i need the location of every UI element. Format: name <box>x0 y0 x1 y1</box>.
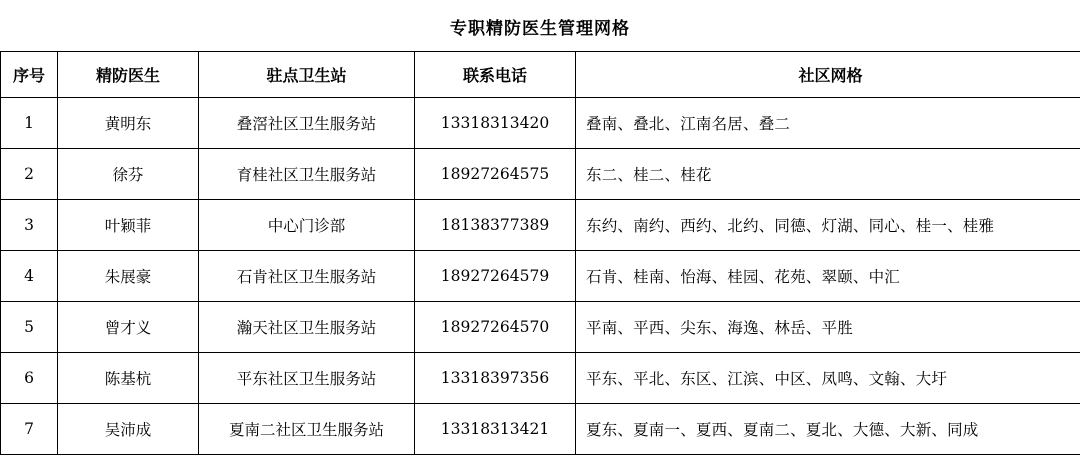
cell-grid: 石肯、桂南、怡海、桂园、花苑、翠颐、中汇 <box>576 251 1080 302</box>
table-row <box>1 302 1080 353</box>
cell-grid: 夏东、夏南一、夏西、夏南二、夏北、大德、大新、同成 <box>576 404 1080 455</box>
cell-index: 1 <box>1 98 58 149</box>
cell-phone: 18927264579 <box>415 251 576 302</box>
doctor-grid-table <box>0 51 1080 455</box>
cell-station: 中心门诊部 <box>199 200 415 251</box>
column-header-doctor: 精防医生 <box>58 52 199 98</box>
cell-grid: 平东、平北、东区、江滨、中区、凤鸣、文翰、大圩 <box>576 353 1080 404</box>
column-header-index: 序号 <box>1 52 58 98</box>
cell-doctor: 叶颖菲 <box>58 200 199 251</box>
table-row <box>1 200 1080 251</box>
cell-doctor: 陈基杭 <box>58 353 199 404</box>
cell-index: 2 <box>1 149 58 200</box>
cell-index: 3 <box>1 200 58 251</box>
table-row <box>1 98 1080 149</box>
cell-doctor: 朱展豪 <box>58 251 199 302</box>
cell-station: 平东社区卫生服务站 <box>199 353 415 404</box>
cell-index: 4 <box>1 251 58 302</box>
cell-station: 夏南二社区卫生服务站 <box>199 404 415 455</box>
cell-doctor: 吴沛成 <box>58 404 199 455</box>
cell-station: 瀚天社区卫生服务站 <box>199 302 415 353</box>
column-header-station: 驻点卫生站 <box>199 52 415 98</box>
cell-doctor: 黄明东 <box>58 98 199 149</box>
column-header-grid: 社区网格 <box>576 52 1080 98</box>
page-title: 专职精防医生管理网格 <box>0 0 1080 51</box>
cell-phone: 18927264570 <box>415 302 576 353</box>
cell-grid: 东约、南约、西约、北约、同德、灯湖、同心、桂一、桂雅 <box>576 200 1080 251</box>
cell-grid: 平南、平西、尖东、海逸、林岳、平胜 <box>576 302 1080 353</box>
cell-grid: 东二、桂二、桂花 <box>576 149 1080 200</box>
column-header-phone: 联系电话 <box>415 52 576 98</box>
table-header <box>1 52 1080 98</box>
cell-phone: 13318313421 <box>415 404 576 455</box>
table-row <box>1 353 1080 404</box>
cell-doctor: 曾才义 <box>58 302 199 353</box>
cell-phone: 18927264575 <box>415 149 576 200</box>
cell-doctor: 徐芬 <box>58 149 199 200</box>
cell-phone: 13318313420 <box>415 98 576 149</box>
cell-station: 育桂社区卫生服务站 <box>199 149 415 200</box>
cell-index: 7 <box>1 404 58 455</box>
cell-index: 5 <box>1 302 58 353</box>
cell-phone: 18138377389 <box>415 200 576 251</box>
table-row <box>1 149 1080 200</box>
cell-phone: 13318397356 <box>415 353 576 404</box>
table-body <box>1 98 1080 455</box>
table-row <box>1 251 1080 302</box>
cell-station: 石肯社区卫生服务站 <box>199 251 415 302</box>
cell-station: 叠滘社区卫生服务站 <box>199 98 415 149</box>
cell-grid: 叠南、叠北、江南名居、叠二 <box>576 98 1080 149</box>
cell-index: 6 <box>1 353 58 404</box>
table-header-row <box>1 52 1080 98</box>
